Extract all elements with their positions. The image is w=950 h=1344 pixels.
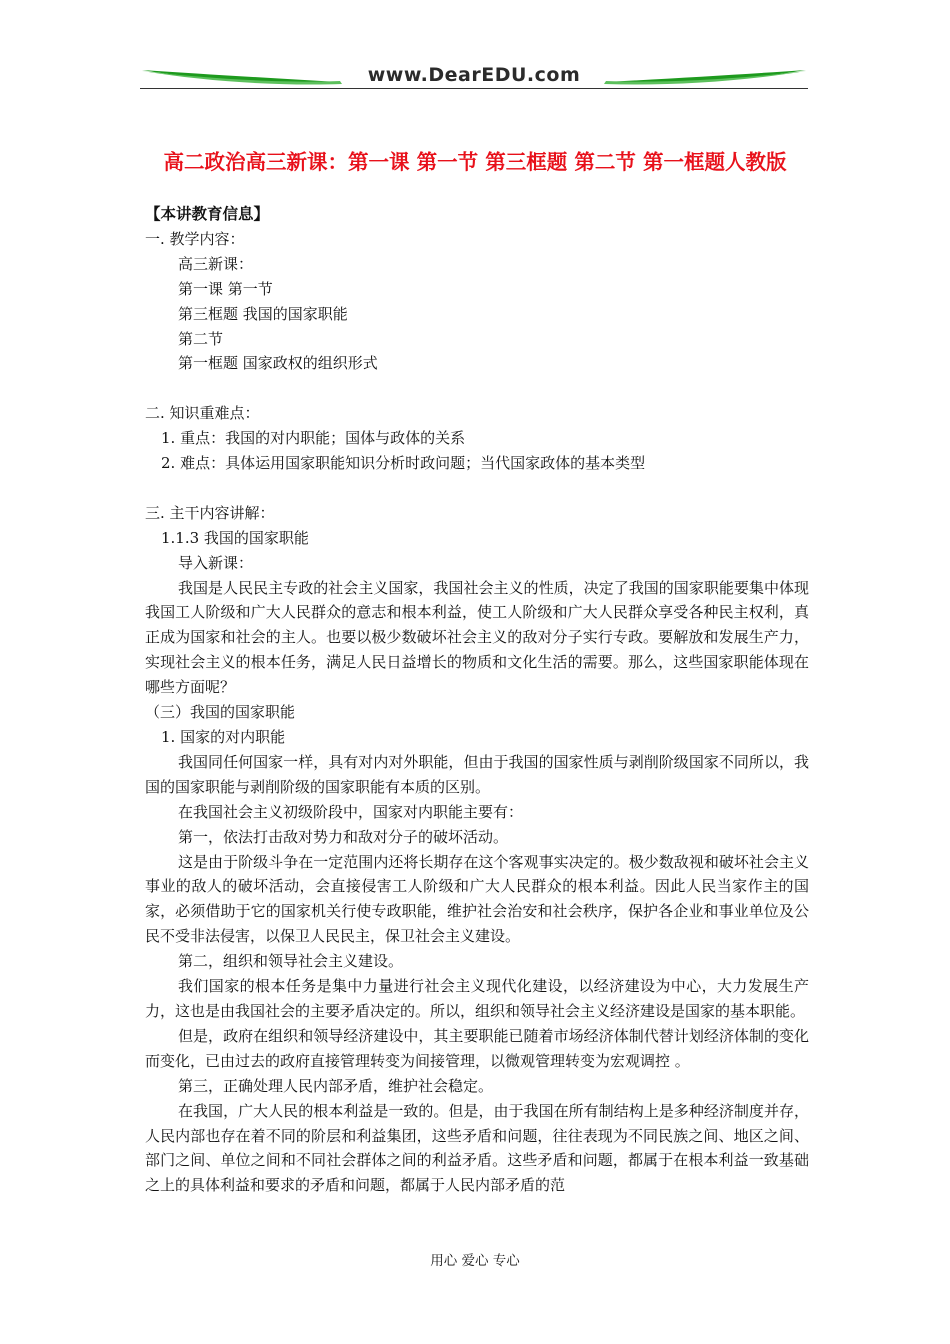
paragraph: 在我国，广大人民的根本利益是一致的。但是，由于我国在所有制结构上是多种经济制度并存，人民内部也存在着不同的阶层和利益集团，这些矛盾和问题，往往表现为不同民族之间、地区之间、部门之间、单位之间和不同社会群体之间的利益矛盾。这些矛盾和问题，都属于在根本利益一致基础之上的具体利益和要求的矛盾和问题，都属于人民内部矛盾的范 — [145, 1101, 809, 1195]
subsection-heading: 1.1.3 我国的国家职能 — [161, 528, 309, 547]
document-body — [145, 202, 809, 1198]
spacer — [145, 376, 809, 401]
document-title: 高二政治高三新课：第一课 第一节 第三框题 第二节 第一框题人教版 — [163, 150, 787, 174]
paragraph: 我们国家的根本任务是集中力量进行社会主义现代化建设，以经济建设为中心，大力发展生产力，这也是由我国社会的主要矛盾决定的。所以，组织和领导社会主义经济建设是国家的基本职能。 — [145, 977, 809, 1020]
intro-label: 导入新课： — [178, 553, 254, 572]
list-item: 2. 难点：具体运用国家职能知识分析时政问题；当代国家政体的基本类型 — [161, 454, 646, 473]
paragraph: 第三，正确处理人民内部矛盾，维护社会稳定。 — [178, 1076, 494, 1095]
paragraph: 第一，依法打击敌对势力和敌对分子的破坏活动。 — [178, 827, 509, 846]
section-2-heading: 二. 知识重难点： — [145, 404, 260, 423]
point-heading: 1. 国家的对内职能 — [161, 728, 286, 746]
site-logo-text: www.DearEDU.com — [367, 64, 581, 86]
paragraph: 但是，政府在组织和领导经济建设中，其主要职能已随着市场经济体制代替计划经济体制的变化而变化，已由过去的政府直接管理转变为间接管理，以微观管理转变为宏观调控 。 — [145, 1026, 809, 1070]
section-1-heading: 一. 教学内容： — [145, 229, 245, 248]
spacer — [145, 476, 809, 501]
list-item: 第三框题 我国的国家职能 — [178, 304, 348, 323]
paragraph: 这是由于阶级斗争在一定范围内还将长期存在这个客观事实决定的。极少数敌视和破坏社会主义事业的敌人的破坏活动，会直接侵害工人阶级和广大人民群众的根本利益。因此人民当家作主的国家，必须借助于它的国家机关行使专政职能，维护社会治安和社会秩序，保护各企业和事业单位及公民不受非法侵害，以保卫人民民主，保卫社会主义建设。 — [145, 852, 809, 946]
section-info-heading: 【本讲教育信息】 — [145, 205, 270, 223]
paragraph: 第二，组织和领导社会主义建设。 — [178, 952, 404, 971]
paragraph: 在我国社会主义初级阶段中，国家对内职能主要有： — [178, 802, 524, 821]
site-banner — [140, 62, 808, 92]
section-3-heading: 三. 主干内容讲解： — [145, 503, 275, 522]
list-item: 第一课 第一节 — [178, 279, 273, 298]
header-rule — [140, 88, 808, 89]
list-item: 1. 重点：我国的对内职能；国体与政体的关系 — [161, 429, 466, 448]
list-item: 高三新课： — [178, 254, 254, 273]
part-heading: （三）我国的国家职能 — [145, 703, 296, 722]
page-footer: 用心 爱心 专心 — [430, 1253, 520, 1269]
paragraph: 我国是人民民主专政的社会主义国家，我国社会主义的性质，决定了我国的国家职能要集中体现我国工人阶级和广大人民群众的意志和根本利益，使工人阶级和广大人民群众享受各种民主权利，真正成为国家和社会的主人。也要以极少数破坏社会主义的敌对分子实行专政。要解放和发展生产力，实现社会主义的根本任务，满足人民日益增长的物质和文化生活的需要。那么，这些国家职能体现在哪些方面呢？ — [145, 578, 809, 697]
list-item: 第一框题 国家政权的组织形式 — [178, 354, 378, 373]
list-item: 第二节 — [178, 329, 224, 348]
paragraph: 我国同任何国家一样，具有对内对外职能，但由于我国的国家性质与剥削阶级国家不同所以，我国的国家职能与剥削阶级的国家职能有本质的区别。 — [145, 752, 809, 796]
